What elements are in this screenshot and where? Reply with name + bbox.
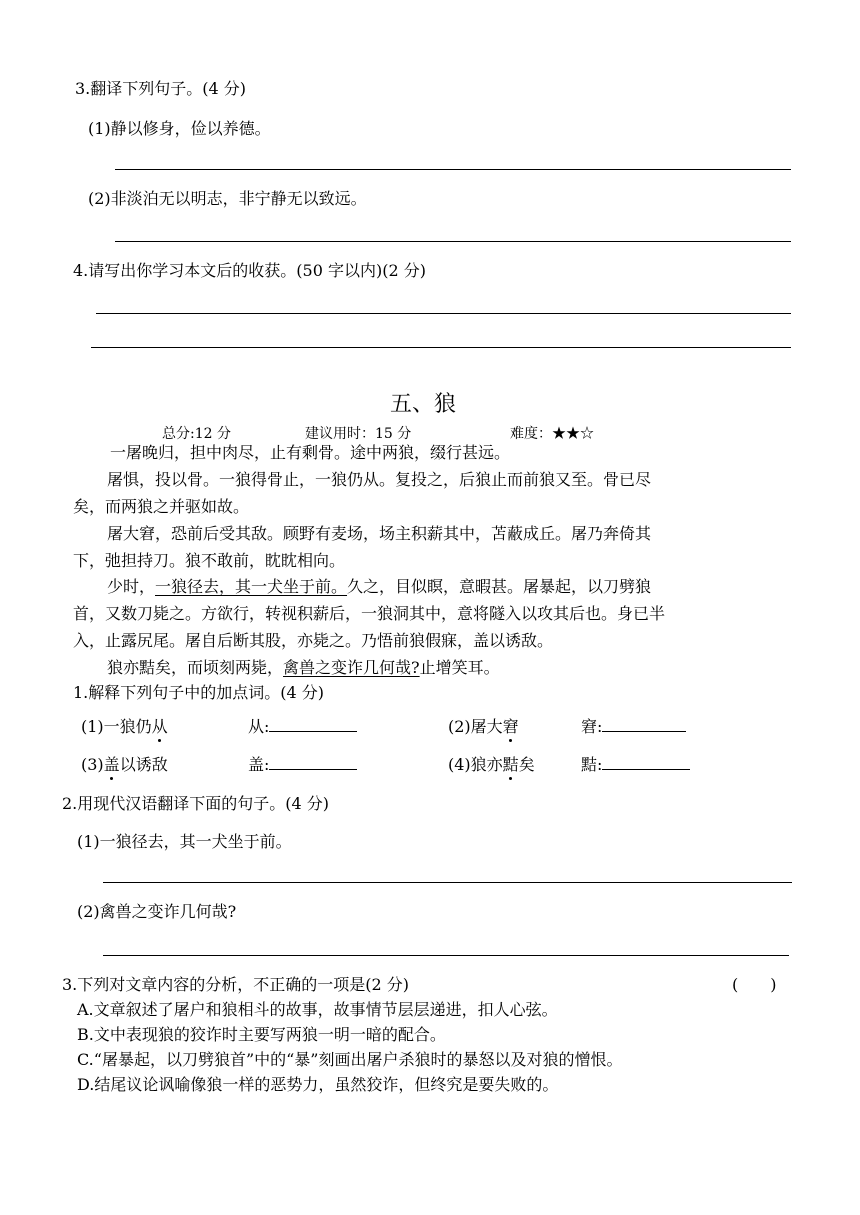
translate-sentence-2: (2)禽兽之变诈几何哉?: [77, 902, 237, 921]
answer-bracket[interactable]: ( ): [732, 975, 777, 994]
option-b[interactable]: B.文中表现狼的狡诈时主要写两狼一明一暗的配合。: [77, 1025, 446, 1044]
difficulty-rating: 难度：★★☆: [510, 426, 594, 442]
dotted-word: 黠: [503, 752, 519, 775]
answer-line[interactable]: [115, 241, 791, 242]
passage-paragraph-2-line-2: 矣，而两狼之并驱如故。: [73, 497, 250, 516]
item-text: (2)屠大: [448, 717, 503, 736]
passage-text: 狼亦黠矣，而顷刻两毙，: [107, 658, 284, 677]
answer-blank[interactable]: [602, 753, 690, 770]
passage-text: 止增笑耳。: [419, 658, 500, 677]
translate-sentence-1: (1)一狼径去，其一犬坐于前。: [77, 832, 292, 851]
answer-line[interactable]: [103, 955, 789, 956]
item-text: 以诱敌: [119, 755, 168, 774]
dotted-word: 从: [152, 714, 168, 737]
underlined-sentence-1: 一狼径去，其一犬坐于前。: [155, 577, 348, 596]
answer-line[interactable]: [115, 169, 791, 170]
question-3-title: 3.下列对文章内容的分析，不正确的一项是(2 分): [62, 975, 410, 994]
answer-label: 盖:: [248, 755, 270, 774]
item-text: (4)狼亦: [448, 755, 503, 774]
answer-label: 黠:: [581, 755, 603, 774]
answer-line[interactable]: [91, 347, 791, 348]
vocab-answer-3: [248, 752, 357, 775]
vocab-answer-4: [581, 752, 690, 775]
passage-paragraph-1: 一屠晚归，担中肉尽，止有剩骨。途中两狼，缀行甚远。: [110, 443, 511, 462]
passage-paragraph-3-line-2: 下，弛担持刀。狼不敢前，眈眈相向。: [73, 551, 346, 570]
item-text: (3): [81, 755, 104, 774]
vocab-item-1: [81, 714, 168, 737]
item-text: 矣: [518, 755, 535, 774]
underlined-sentence-2: 禽兽之变诈几何哉?: [283, 658, 420, 677]
answer-blank[interactable]: [269, 715, 357, 732]
option-d[interactable]: D.结尾议论讽喻像狼一样的恶势力，虽然狡诈，但终究是要失败的。: [77, 1075, 559, 1094]
passage-paragraph-5: [107, 654, 500, 681]
vocab-item-3: [81, 752, 168, 775]
question-4-title: 4.请写出你学习本文后的收获。(50 字以内)(2 分): [73, 261, 426, 280]
dotted-word: 盖: [104, 752, 120, 775]
answer-blank[interactable]: [602, 715, 686, 732]
translate-sentence-2: (2)非淡泊无以明志，非宁静无以致远。: [88, 189, 367, 208]
passage-paragraph-4-line-3: 入，止露尻尾。屠自后断其股，亦毙之。乃悟前狼假寐，盖以诱敌。: [73, 631, 554, 650]
option-a[interactable]: A.文章叙述了屠户和狼相斗的故事，故事情节层层递进，扣人心弦。: [77, 1000, 558, 1019]
answer-label: 窘:: [581, 717, 603, 736]
passage-paragraph-2-line-1: 屠惧，投以骨。一狼得骨止，一狼仍从。复投之，后狼止而前狼又至。骨已尽: [107, 470, 652, 489]
question-3-title: 3.翻译下列句子。(4 分): [75, 79, 247, 98]
dotted-word: 窘: [503, 714, 519, 737]
vocab-item-2: [448, 714, 519, 737]
passage-text: 少时，: [107, 577, 156, 596]
answer-blank[interactable]: [269, 753, 357, 770]
passage-paragraph-4-line-2: 首，又数刀毙之。方欲行，转视积薪后，一狼洞其中，意将隧入以攻其后也。身已半: [73, 604, 666, 623]
section-title: 五、狼: [390, 392, 457, 417]
question-1-title: 1.解释下列句子中的加点词。(4 分): [73, 683, 325, 702]
vocab-answer-1: [248, 714, 357, 737]
passage-paragraph-4-line-1: [107, 573, 651, 600]
answer-label: 从:: [248, 717, 270, 736]
passage-text: 久之，目似瞑，意暇甚。屠暴起，以刀劈狼: [347, 577, 652, 596]
translate-sentence-1: (1)静以修身，俭以养德。: [88, 119, 271, 138]
vocab-answer-2: [581, 714, 686, 737]
vocab-item-4: [448, 752, 535, 775]
option-c[interactable]: C.“屠暴起，以刀劈狼首”中的“暴”刻画出屠户杀狼时的暴怒以及对狼的憎恨。: [77, 1050, 623, 1069]
answer-line[interactable]: [96, 313, 791, 314]
total-score: 总分:12 分: [162, 426, 231, 442]
passage-paragraph-3-line-1: 屠大窘，恐前后受其敌。顾野有麦场，场主积薪其中，苫蔽成丘。屠乃奔倚其: [107, 524, 652, 543]
item-text: (1)一狼仍: [81, 717, 152, 736]
answer-line[interactable]: [103, 882, 792, 883]
question-2-title: 2.用现代汉语翻译下面的句子。(4 分): [62, 794, 330, 813]
suggested-time: 建议用时：15 分: [305, 426, 412, 442]
